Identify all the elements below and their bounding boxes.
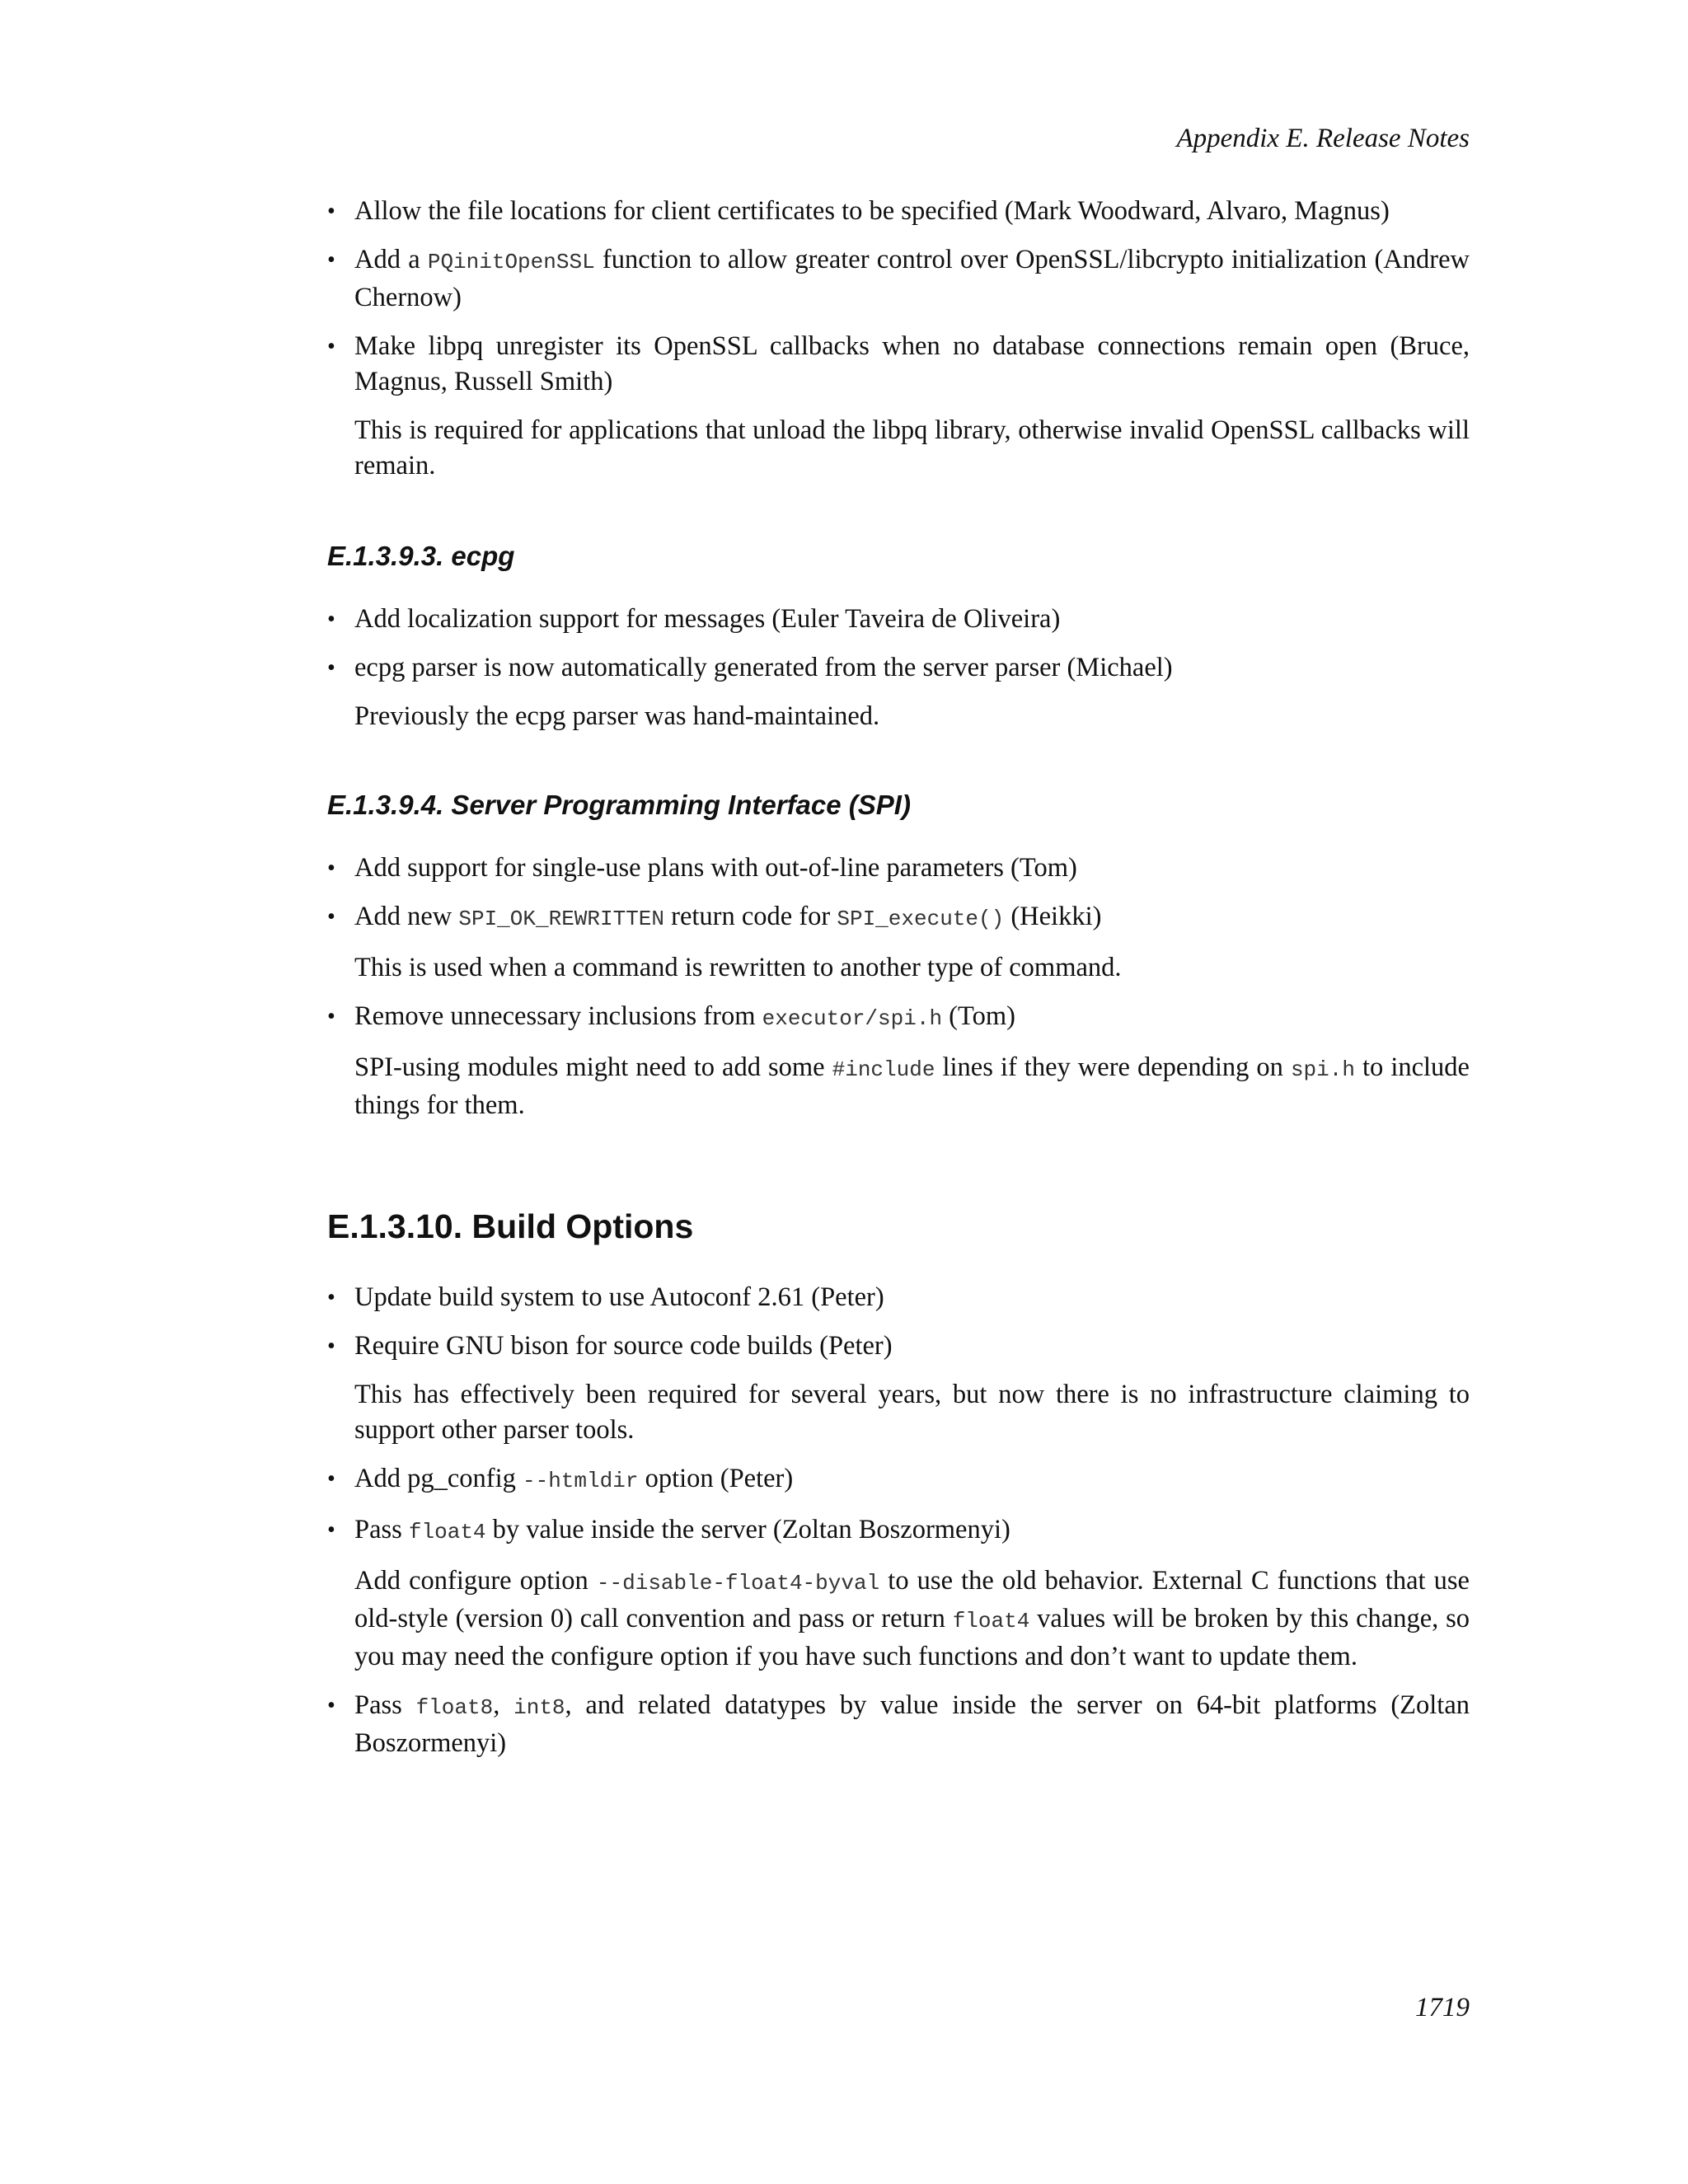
item-text: Make libpq unregister its OpenSSL callbacks when no database connections remain open (Bruce, Magnus, Russell Smith) (354, 331, 1470, 396)
inline-code: --htmldir (523, 1469, 639, 1493)
inline-code: executor/spi.h (762, 1006, 943, 1031)
page-number: 1719 (1415, 1993, 1470, 2022)
item-text: Add pg_config (354, 1464, 523, 1493)
item-text: Allow the file locations for client certificates to be specified (Mark Woodward, Alvaro, Magnus) (354, 196, 1390, 226)
section-heading-ecpg: E.1.3.9.3. ecpg (327, 541, 515, 571)
item-note (327, 1050, 1470, 1123)
section-heading-build-options: E.1.3.10. Build Options (327, 1207, 694, 1245)
item-text: Add a (354, 245, 428, 274)
inline-code: float8 (415, 1695, 494, 1720)
item-text: Require GNU bison for source code builds (Peter) (354, 1331, 893, 1361)
list-item (327, 329, 1470, 400)
running-header: Appendix E. Release Notes (1176, 124, 1470, 153)
item-text: , (493, 1690, 514, 1720)
inline-code: SPI_OK_REWRITTEN (458, 907, 665, 931)
item-text: function to allow greater control over OpenSSL/libcrypto initialization (Andrew Chernow) (354, 245, 1470, 312)
item-text: Add support for single-use plans with out-of-line parameters (Tom) (354, 853, 1077, 883)
item-text: return code for (664, 902, 837, 931)
list-item (327, 1512, 1470, 1550)
item-text: Remove unnecessary inclusions from (354, 1001, 762, 1031)
item-note (327, 1563, 1470, 1675)
list-item (327, 851, 1470, 886)
section-heading-spi: E.1.3.9.4. Server Programming Interface (SPI) (327, 790, 911, 820)
item-text: by value inside the server (Zoltan Boszormenyi) (485, 1515, 1010, 1544)
item-text: Add localization support for messages (Euler Taveira de Oliveira) (354, 604, 1061, 634)
inline-code: float4 (408, 1520, 486, 1544)
item-note: This is required for applications that unload the libpq library, otherwise invalid OpenSSL callbacks will remain. (354, 415, 1470, 480)
item-note: This is used when a command is rewritten to another type of command. (354, 953, 1122, 982)
list-item (327, 1329, 1470, 1364)
list-item (327, 1688, 1470, 1761)
page-content (327, 194, 1470, 1774)
item-text: values will be broken by this change, so you may need the configure option if you have such functions and don’t want to update them. (354, 1604, 1470, 1671)
item-note: Previously the ecpg parser was hand-maintained. (354, 701, 880, 731)
item-text: lines if they were depending on (935, 1052, 1291, 1082)
item-text: to include things for them. (354, 1052, 1470, 1120)
list-item (327, 602, 1470, 637)
item-text: (Tom) (942, 1001, 1015, 1031)
item-text: (Heikki) (1004, 902, 1102, 931)
item-note: This has effectively been required for several years, but now there is no infrastructure claiming to support other parser tools. (354, 1380, 1470, 1445)
item-text: Pass (354, 1515, 409, 1544)
item-text: SPI-using modules might need to add some (354, 1052, 832, 1082)
list-item (327, 1280, 1470, 1315)
inline-code: --disable-float4-byval (596, 1571, 880, 1596)
list-item (327, 650, 1470, 686)
item-text: Pass (354, 1690, 416, 1720)
list-item (327, 899, 1470, 937)
inline-code: float4 (952, 1609, 1030, 1633)
inline-code: #include (832, 1057, 935, 1082)
list-item (327, 1461, 1470, 1499)
item-text: to use the old behavior. External C functions that use old-style (version 0) call convention and pass or return (354, 1566, 1470, 1633)
item-text: Add new (354, 902, 459, 931)
item-text: , and related datatypes by value inside the server on 64-bit platforms (Zoltan Boszormenyi) (354, 1690, 1470, 1758)
list-item (327, 194, 1470, 229)
list-item (327, 242, 1470, 316)
item-text: option (Peter) (638, 1464, 794, 1493)
list-item (327, 999, 1470, 1037)
item-text: Add configure option (354, 1566, 597, 1596)
item-text: ecpg parser is now automatically generated from the server parser (Michael) (354, 653, 1173, 682)
inline-code: int8 (513, 1695, 565, 1720)
inline-code: spi.h (1290, 1057, 1355, 1082)
item-text: Update build system to use Autoconf 2.61 (Peter) (354, 1282, 884, 1312)
inline-code: SPI_execute() (837, 907, 1005, 931)
inline-code: PQinitOpenSSL (427, 250, 595, 274)
